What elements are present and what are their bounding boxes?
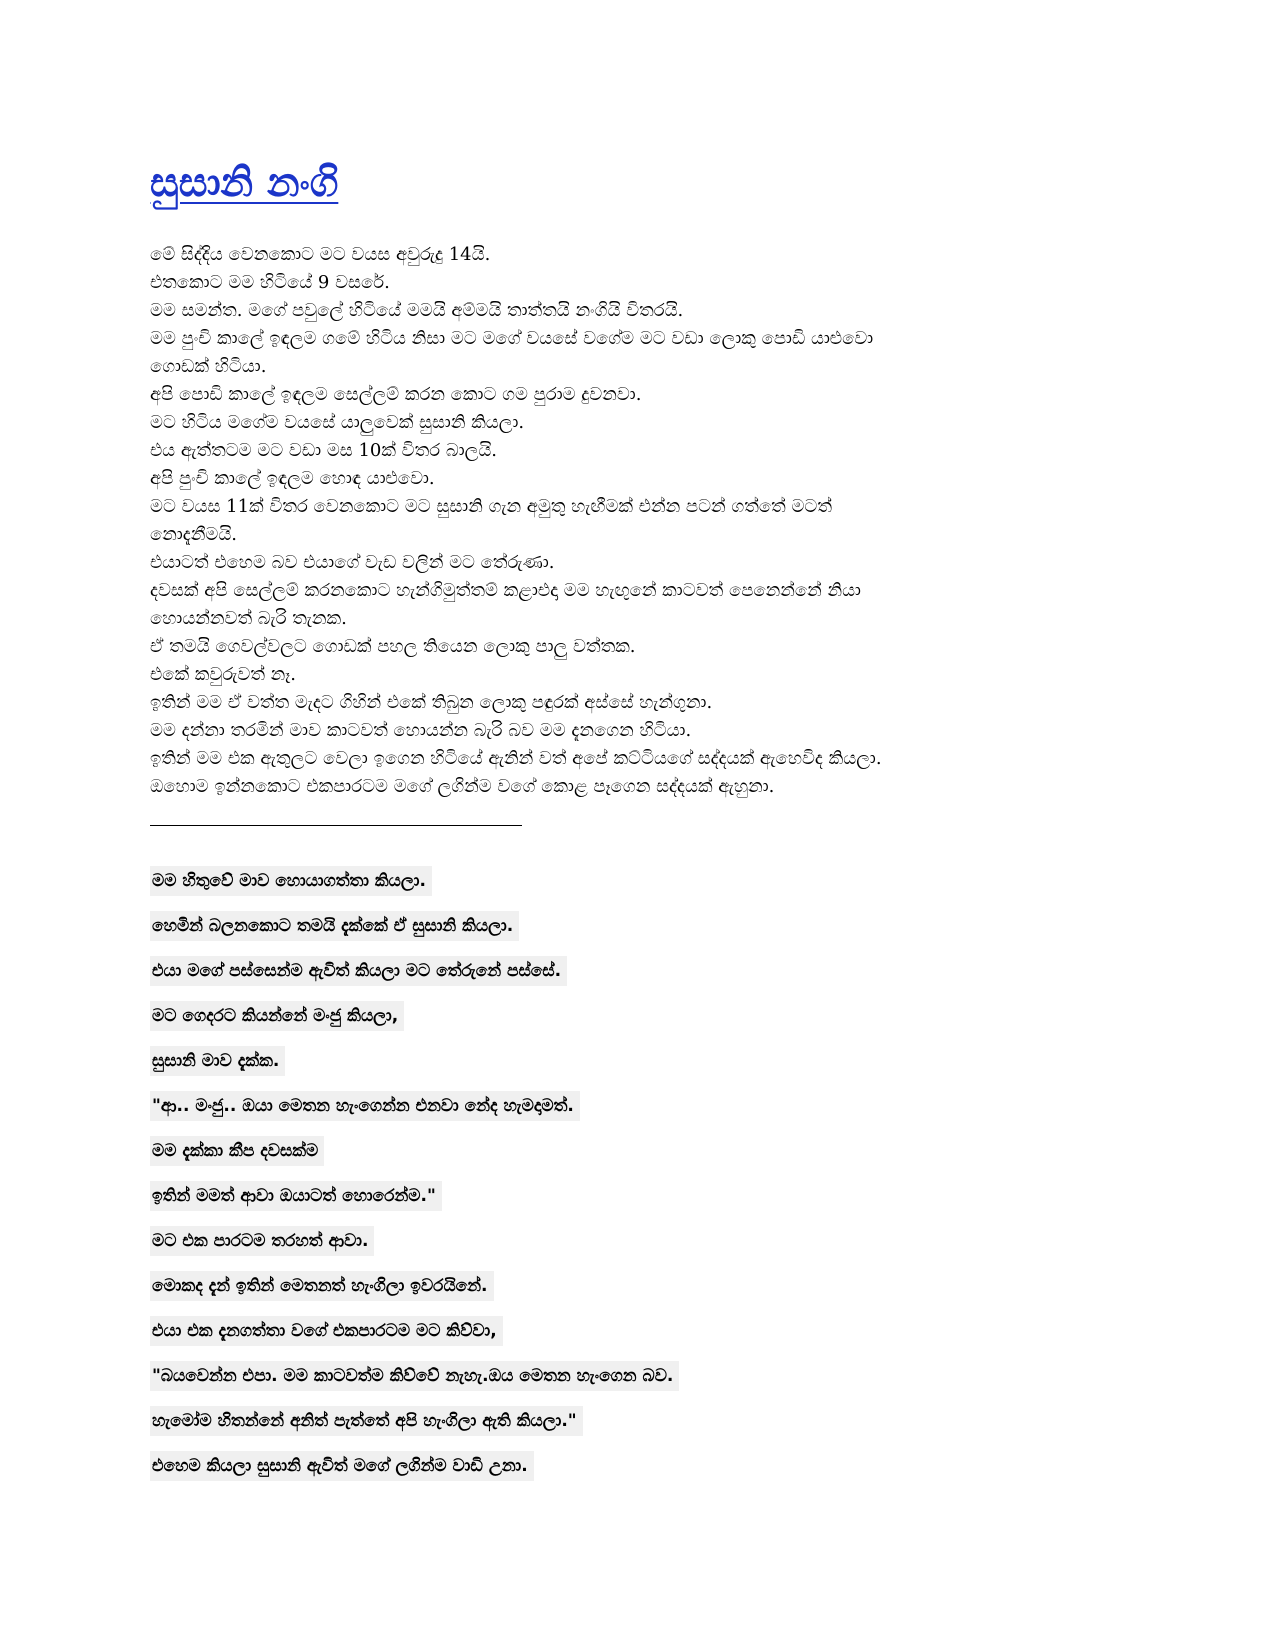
paragraph-line: ගොඩක් හිටියා. [150,356,267,377]
dialogue-line [150,866,1100,911]
dialogue-text: සුසානි මාව දැක්ක. [150,1046,285,1076]
dialogue-text: එයා මගේ පස්සෙන්ම ඇවිත් කියලා මට තේරුනේ පස්සේ. [150,956,567,986]
paragraph-line: මම සමන්ත. මගේ පවුලේ හිටියේ මමයි අම්මයි තාත්තයි නංගියි විතරයි. [150,300,684,321]
dialogue-line [150,1271,1100,1316]
dialogue-line [150,1451,1100,1496]
dialogue-text: මට ගෙදරට කියන්නේ මංජු කියලා, [150,1001,404,1031]
dialogue-line [150,1001,1100,1046]
dialogue-text: හැමෝම හිතන්නේ අනිත් පැත්තේ අපි හැංගිලා ඇති කියලා." [150,1406,583,1436]
section-divider [150,825,522,826]
dialogue-line [150,1136,1100,1181]
paragraph-line: අපි පොඩි කාලේ ඉඳලම සෙල්ලම් කරන කොට ගම පුරාම දුවනවා. [150,384,642,405]
dialogue-line [150,911,1100,956]
paragraph-line: මේ සිද්දිය වෙනකොට මට වයස අවුරුදු 14යි. [150,244,491,265]
dialogue-text: "බයවෙන්න එපා. මම කාටවත්ම කිව්වේ නැහැ.ඔය මෙතන හැංගෙන බව. [150,1361,679,1391]
paragraph-line: මම දන්නා තරමින් මාව කාටවත් හොයන්න බැරි බව මම දැනගෙන හිටියා. [150,720,692,741]
dialogue-line [150,1091,1100,1136]
dialogue-line [150,1181,1100,1226]
paragraph-line: මට හිටිය මගේම වයසේ යාලුවෙක් සුසානි කියලා. [150,412,525,433]
paragraph-line: එතකොට මම හිටියේ 9 වසරේ. [150,272,390,293]
paragraph-line: ඉතින් මම ඒ වත්ත මැදට ගිහින් එකේ තිබුන ලොකු පඳුරක් අස්සේ හැන්ගුනා. [150,692,713,713]
paragraph-line: එයාටත් එහෙම බව එයාගේ වැඩ වලින් මට තේරුණා. [150,552,555,573]
dialogue-line [150,1316,1100,1361]
document-title: සුසානි නංගි [150,160,339,206]
paragraph-line: ඒ තමයි ගෙවල්වලට ගොඩක් පහල තියෙන ලොකු පාලු වත්තක. [150,636,636,657]
paragraph-line: ඔහොම ඉන්නකොට එකපාරටම මගේ ලගින්ම වගේ කොළ පෑගෙන සද්දයක් ඇහුනා. [150,776,775,797]
document-page [150,155,1100,1496]
dialogue-line [150,1046,1100,1091]
dialogue-text: මට එක පාරටම තරහත් ආවා. [150,1226,374,1256]
dialogue-text: "ආ.. මංජු.. ඔයා මෙතන හැංගෙන්න එනවා නේද හැමදාමත්. [150,1091,580,1121]
paragraph-line: හොයන්නවත් බැරි තැනක. [150,608,347,629]
paragraph-line: අපි පුංචි කාලේ ඉඳලම හොඳ යාළුවො. [150,468,435,489]
dialogue-line [150,1226,1100,1271]
paragraph-line: දවසක් අපි සෙල්ලම් කරනකොට හැන්ගිමුත්තම් කළාඑදා මම හැඟුනේ කාටවත් පෙනෙන්නේ නියා [150,580,861,601]
narrative-paragraph [150,241,1100,801]
paragraph-line: එය ඇත්තටම මට වඩා මස 10ක් විතර බාලයි. [150,440,498,461]
dialogue-text: මම හිතුවේ මාව හොයාගත්තා කියලා. [150,866,432,896]
dialogue-section [150,866,1100,1496]
dialogue-line [150,956,1100,1001]
paragraph-line: එකේ කවුරුවත් නෑ. [150,664,297,685]
dialogue-line [150,1406,1100,1451]
dialogue-line [150,1361,1100,1406]
dialogue-text: හෙමින් බලනකොට තමයි දැක්කේ ඒ සුසානි කියලා. [150,911,519,941]
dialogue-text: මොකද දැන් ඉතින් මෙතනත් හැංගිලා ඉවරයිනේ. [150,1271,494,1301]
paragraph-line: ඉතින් මම එක ඇතුලට වෙලා ඉගෙන හිටියේ ඇනින් වත් අපේ කට්ටියගේ සද්දයක් ඇහෙවිද කියලා. [150,748,882,769]
dialogue-text: එයා එක දැනගත්තා වගේ එකපාරටම මට කිව්වා, [150,1316,503,1346]
paragraph-line: මම පුංචි කාලේ ඉඳලම ගමේ හිටිය නිසා මට මගේ වයසේ වගේම මට වඩා ලොකු පොඩි යාළුවො [150,328,874,349]
paragraph-line: නොදැනීමයි. [150,524,238,545]
dialogue-text: එහෙම කියලා සුසානි ඇවිත් මගේ ලගින්ම වාඩි උනා. [150,1451,534,1481]
paragraph-line: මට වයස 11ක් විතර වෙනකොට මට සුසානි ගැන අමුතු හැඟීමක් එන්න පටන් ගත්තේ මටත් [150,496,832,517]
dialogue-text: මම දැක්කා කීප දවසක්ම [150,1136,324,1166]
dialogue-text: ඉතින් මමත් ආවා ඔයාටත් හොරෙන්ම." [150,1181,442,1211]
